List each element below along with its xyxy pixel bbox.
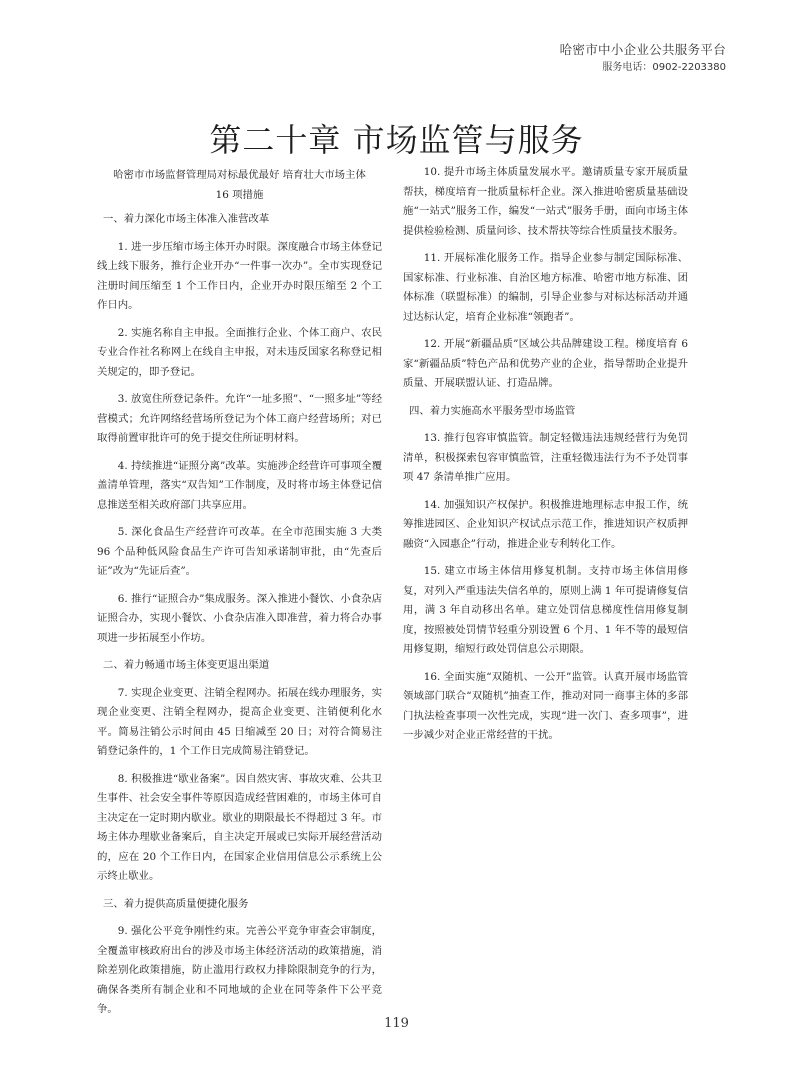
measure-paragraph: 8. 积极推进“歇业备案”。因自然灾害、事故灾难、公共卫生事件、社会安全事件等原因造成经营困难的，市场主体可自主决定在一定时期内歇业。歇业的期限最长不得超过 3 年。市场主体办理歇业备案后，自主决定开展或已实际开展经营活动的，应在 20 个工作日内，在国家企业信用信息公示系统上公示终止歇业。 — [97, 772, 382, 882]
page-number: 119 — [384, 1016, 409, 1031]
section-heading: 一、着力深化市场主体准入准营改革 — [103, 213, 270, 225]
measure-paragraph: 13. 推行包容审慎监管。制定轻微违法违规经营行为免罚清单，积极探索包容审慎监管，注重轻微违法行为不予处罚事项 47 条清单推广应用。 — [403, 432, 688, 483]
header-org-name: 哈密市中小企业公共服务平台 — [559, 42, 726, 57]
measure-paragraph: 4. 持续推进“证照分离”改革。实施涉企经营许可事项全覆盖清单管理，落实“双告知”工作制度，及时将市场主体登记信息推送至相关政府部门共享应用。 — [97, 459, 382, 511]
left-column — [97, 166, 382, 1028]
measure-paragraph: 12. 开展“新疆品质”区域公共品牌建设工程。梯度培育 6 家“新疆品质”特色产品和优势产业的企业，指导帮助企业提升质量、开展联盟认证、打造品牌。 — [403, 338, 688, 389]
section-heading: 二、着力畅通市场主体变更退出渠道 — [103, 659, 270, 671]
section-heading: 四、着力实施高水平服务型市场监管 — [409, 404, 576, 417]
measure-paragraph: 6. 推行“证照合办”集成服务。深入推进小餐饮、小食杂店证照合办，实现小餐饮、小食杂店准入即准营，着力将合办事项进一步拓展至小作坊。 — [97, 592, 382, 644]
measure-paragraph: 5. 深化食品生产经营许可改革。在全市范围实施 3 大类 96 个品种低风险食品生产许可告知承诺制审批，由“先查后证”改为“先证后查”。 — [97, 526, 382, 577]
measure-paragraph: 16. 全面实施“双随机、一公开”监管。认真开展市场监管领域部门联合“双随机”抽查工作，推动对同一商事主体的多部门执法检查事项一次性完成，实现“进一次门、查多项事”，进一步减少对企业正常经营的干扰。 — [403, 670, 688, 741]
measure-paragraph: 2. 实施名称自主申报。全面推行企业、个体工商户、农民专业合作社名称网上在线自主申报，对未违反国家名称登记相关规定的，即予登记。 — [97, 326, 382, 378]
measure-paragraph: 1. 进一步压缩市场主体开办时限。深度融合市场主体登记线上线下服务，推行企业开办“一件事一次办”。全市实现登记注册时间压缩至 1 个工作日内，企业开办时限压缩至 2 个工作日内。 — [97, 240, 382, 311]
section-heading: 三、着力提供高质量便捷化服务 — [103, 897, 249, 910]
measure-paragraph: 15. 建立市场主体信用修复机制。支持市场主体信用修复，对列入严重违法失信名单的，原则上满 1 年可提请修复信用，满 3 年自动移出名单。建立处罚信息梯度性信用修复制度，按照被处罚情节轻重分别设置 6 个月、1 年不等的最短信用修复期，缩短行政处罚信息公示期限。 — [403, 565, 688, 655]
header-service-phone: 服务电话：0902-2203380 — [602, 62, 726, 73]
measure-paragraph: 14. 加强知识产权保护。积极推进地理标志申报工作，统筹推进园区、企业知识产权试点示范工作，推进知识产权质押融资“入园惠企”行动，推进企业专利转化工作。 — [403, 498, 688, 550]
measure-paragraph: 10. 提升市场主体质量发展水平。邀请质量专家开展质量帮扶，梯度培育一批质量标杆企业。深入推进哈密质量基础设施“一站式”服务工作，编发“一站式”服务手册，面向市场主体提供检验检测、质量问诊、技术帮扶等综合性质量技术服务。 — [403, 166, 688, 237]
measure-paragraph: 7. 实现企业变更、注销全程网办。拓展在线办理服务，实现企业变更、注销全程网办，提高企业变更、注销便利化水平。简易注销公示时间由 45 日缩减至 20 日；对符合简易注销登记条件的，1 个工作日完成简易注销登记。 — [97, 686, 382, 757]
measure-paragraph: 3. 放宽住所登记条件。允许“一址多照”、“一照多址”等经营模式；允许网络经营场所登记为个体工商户经营场所；对已取得前置审批许可的免于提交住所证明材料。 — [97, 393, 382, 444]
right-column — [403, 163, 688, 754]
chapter-title: 第二十章 市场监管与服务 — [209, 121, 584, 160]
measure-paragraph: 11. 开展标准化服务工作。指导企业参与制定国际标准、国家标准、行业标准、自治区地方标准、哈密市地方标准、团体标准（联盟标准）的编制，引导企业参与对标达标活动并通过达标认定，培育企业标准“领跑者”。 — [403, 252, 688, 323]
measure-paragraph: 9. 强化公平竞争刚性约束。完善公平竞争审查会审制度，全覆盖审核政府出台的涉及市场主体经济活动的政策措施，消除差别化政策措施，防止滥用行政权力排除限制竞争的行为，确保各类所有制企业和不同地域的企业在同等条件下公平竞争。 — [97, 925, 382, 1015]
document-title: 哈密市市场监督管理局对标最优最好 培育壮大市场主体 16 项措施 — [113, 169, 366, 201]
